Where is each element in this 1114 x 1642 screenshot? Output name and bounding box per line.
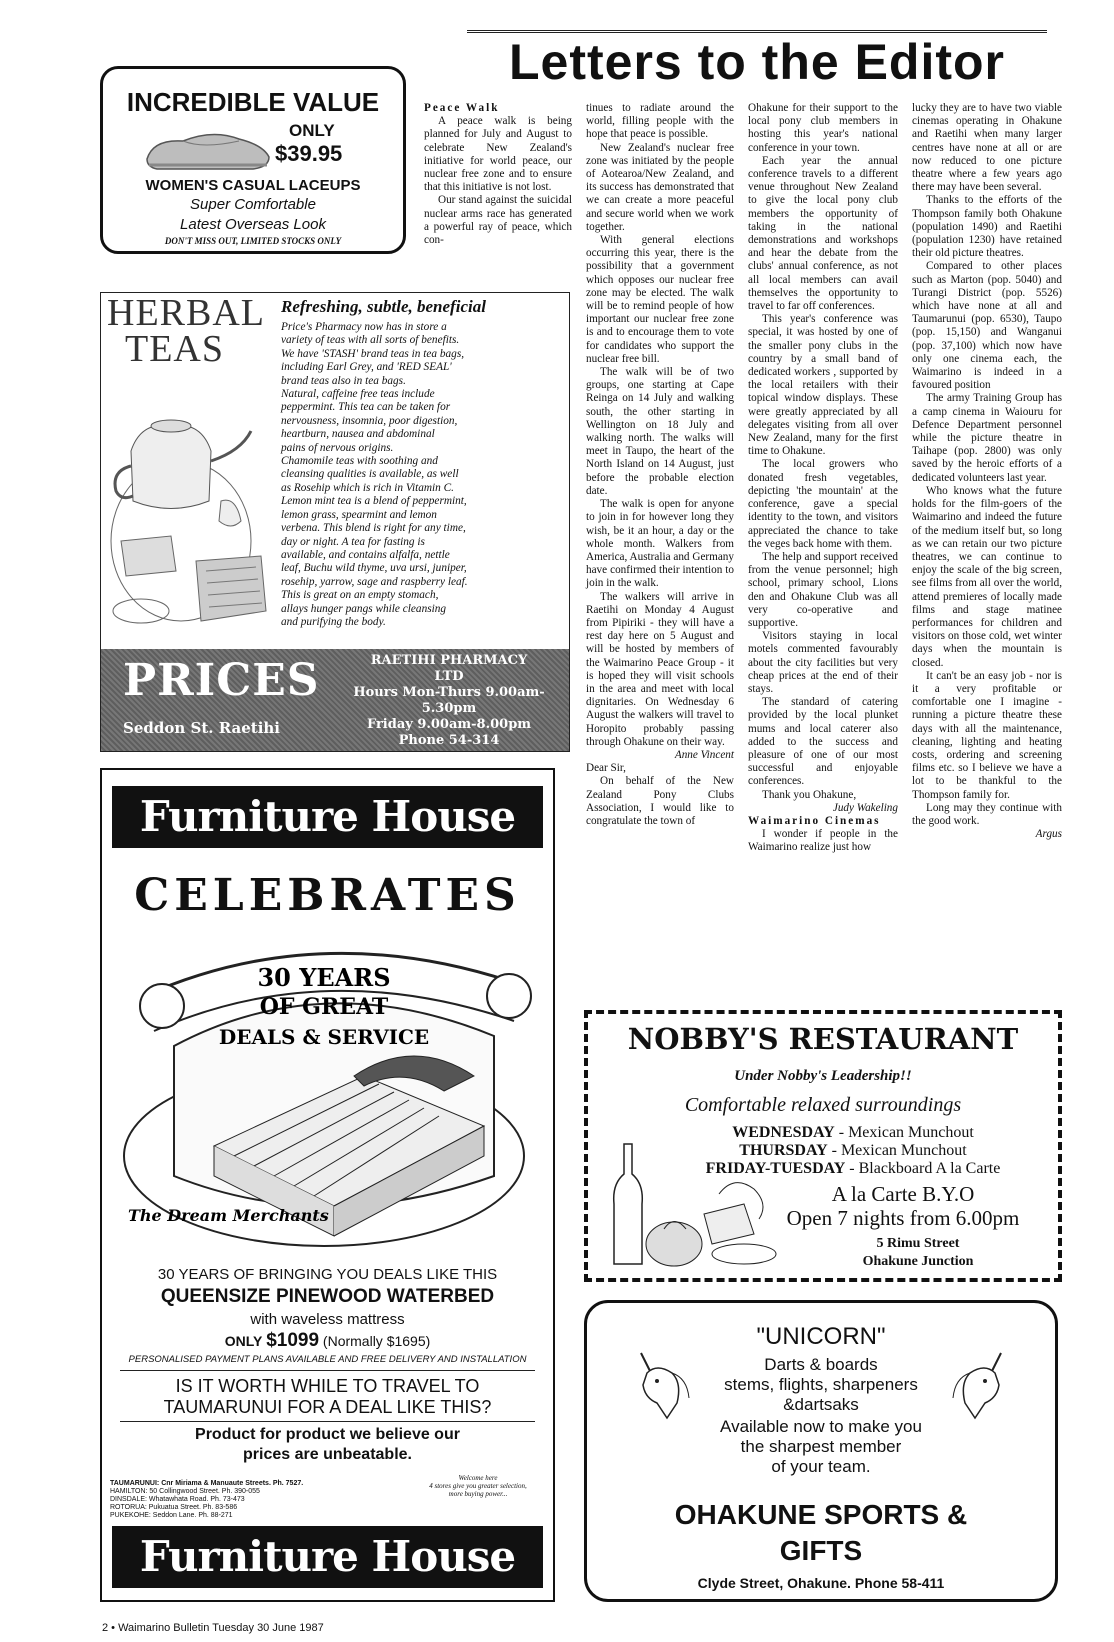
badge-text: 30 YEARS [257,963,391,992]
letter-paragraph: Each year the annual conference travels to a different venue throughout New Zealand to give the local pony club members the opportunity of taking in the national demonstrations and workshops and hear the debate from the clubs' annual conference, as not all local members can avail themselves the opportunity to travel to far off conferences. [748,154,898,313]
unicorn-title: "UNICORN" [756,1323,886,1350]
letter-paragraph: The local growers who donated fresh vegetables, depicting 'the mountain' at the conference, gave a special identity to the town, and visitors appreciated the chance to take the veges back home with them. [748,458,898,550]
letter-paragraph: It can't be an easy job - nor is it a very profitable or comfortable one I imagine - running a picture theatre these days with all the maintenance, cleaning, lighting and heating costs, ordering and screening films etc. so I believe we have a lot to be thankful to the Thompson family for. [912,669,1062,801]
letter-paragraph: Dear Sir, [586,762,626,775]
letter-column [424,102,572,247]
herbal-text-line: including Earl Grey, and 'RED SEAL' [281,361,452,374]
normal-price: (Normally $1695) [322,1333,431,1349]
herbal-teas-advertisement [100,292,570,752]
shop-address: Clyde Street, Ohakune. Phone 58-411 [697,1575,945,1591]
product-line: stems, flights, sharpeners [724,1375,918,1394]
restaurant-name: NOBBY'S RESTAURANT [627,1022,1019,1056]
restaurant-address: Ohakune Junction [862,1254,974,1269]
promo-question: IS IT WORTH WHILE TO TRAVEL TO [175,1376,480,1396]
pharmacy-name: RAETIHI PHARMACY [370,653,528,668]
letter-paragraph: Our stand against the suicidal nuclear arms race has generated a powerful ray of peace, which con- [424,194,572,247]
letter-paragraph: Thank you Ohakune, [762,788,857,801]
letter-paragraph: The standard of catering provided by the local plunket mums and local caterer also added to the success and pleasure of one of our most successful and enjoyable conferences. [748,696,898,788]
letter-column [748,102,898,855]
menu-day: THURSDAY - Mexican Munchout [739,1142,967,1159]
letter-paragraph: Long may they continue with the good work. [912,801,1062,827]
herbal-text-line: verbena. This blend is right for any time, [281,522,466,535]
letter-paragraph: Ohakune for their support to the local pony club members in hosting this year's national conference in your town. [748,102,898,154]
product-line: the sharpest member [740,1437,902,1456]
letter-paragraph: On behalf of the New Zealand Pony Clubs Association, I would like to congratulate the town of [586,775,734,827]
menu-day: WEDNESDAY - Mexican Munchout [732,1124,974,1141]
promo-claim: prices are unbeatable. [243,1446,412,1463]
letter-paragraph: I wonder if people in the Waimarino realize just how [748,828,898,854]
letter-signature: Argus [1035,828,1062,841]
herbal-heading: Refreshing, subtle, beneficial [281,297,486,316]
waterbed-price: $1099 [266,1330,320,1351]
opening-hours: 5.30pm [421,701,477,716]
herbal-text-line: This is great on an empty stomach, [281,589,439,602]
herbal-text-line: day or night. A tea for fasting is [281,535,425,548]
herbal-text-line: Price's Pharmacy now has in store a [281,321,447,333]
product-line: Available now to make you [720,1417,922,1436]
shoe-advertisement [100,66,406,254]
herbal-text-line: leaf, Buchu wild thyme, uva ursi, juniper, [281,562,467,575]
letter-column [586,102,734,828]
letter-paragraph: A peace walk is being planned for July and August to celebrate New Zealand's initiative for world peace, our nuclear free zone and to ensure that this initiative is not lost. [424,115,572,194]
promo-claim: Product for product we believe our [195,1426,460,1443]
shop-name: GIFTS [779,1535,863,1566]
letter-signature: Judy Wakeling [832,801,898,814]
page-footer: 2 • Waimarino Bulletin Tuesday 30 June 1987 [102,1622,324,1634]
stores-note: Welcome here 4 stores give you greater selection, more buying power... [418,1474,538,1498]
opening-hours: Hours Mon-Thurs 9.00am- [353,685,545,700]
opening-hours: Friday 9.00am-8.00pm [366,717,532,732]
furniture-house-advertisement [100,768,555,1602]
store-address: ROTORUA: Pukuatua Street. Ph. 83-586 [110,1504,238,1511]
badge-text: DEALS & SERVICE [218,1025,430,1049]
only-label: ONLY [224,1333,263,1349]
letter-heading: Waimarino Cinemas [748,814,881,827]
letter-paragraph: The walkers will arrive in Raetihi on Monday 4 August from Pipiriki - they will have a rest day here on 5 August and will be hosted by members of the Waimarino Peace Group - it is hoped they will visit schools in the area and meet with local dignitaries. On Wednesday 6 August the walkers will travel to Horopito probably passing through Ohakune on their way. [586,590,734,748]
herbal-text-line: Lemon mint tea is a blend of peppermint, [281,495,467,508]
product-title: QUEENSIZE PINEWOOD WATERBED [160,1286,495,1307]
promo-line: 30 YEARS OF BRINGING YOU DEALS LIKE THIS [157,1266,498,1283]
promo-question: TAUMARUNUI FOR A DEAL LIKE THIS? [163,1397,492,1417]
store-addresses [110,1480,303,1520]
herbal-title-line: HERBAL [107,292,265,334]
product-line: of your team. [771,1457,871,1476]
restaurant-address: 5 Rimu Street [876,1236,960,1251]
street-address: Seddon St. Raetihi [123,719,280,737]
menu-day: FRIDAY-TUESDAY - Blackboard A la Carte [705,1160,1001,1177]
herbal-text-line: and purifying the body. [281,615,386,628]
letter-paragraph: Visitors staying in local motels commented favourably about the city facilities but very cheap prices at the end of their stays. [748,630,898,695]
herbal-text-line: We have 'STASH' brand teas in tea bags, [281,347,465,360]
letter-paragraph: The army Training Group has a camp cinema in Waiouru for Defence Department personnel while the picture theatre in Taihape (pop. 2800) was only saved by the heroic efforts of a dedicated volunteers last year. [912,392,1062,484]
brand-banner: Furniture House [112,1526,543,1588]
brand-banner: Furniture House [112,786,543,848]
herbal-body [281,297,565,629]
herbal-title [107,292,265,370]
waterbed-illustration-icon [114,926,544,1266]
store-address: DINSDALE: Whatawhata Road. Ph. 73-473 [110,1496,245,1503]
letter-paragraph: New Zealand's nuclear free zone was initiated by the people of Aotearoa/New Zealand, and its success has demonstrated that we can create a more peaceful and secure world when we work together. [586,141,734,233]
shop-name: OHAKUNE SPORTS & [674,1499,968,1530]
product-line: Darts & boards [764,1355,878,1374]
letter-paragraph: The walk is open for anyone to join in for however long they wish, be it an hour, a day or the whole month. Walkers from America, Australia and Germany have confirmed their intention to join in the walk. [586,498,734,590]
stock-note: DON'T MISS OUT, LIMITED STOCKS ONLY [164,236,342,246]
store-address: HAMILTON: 50 Collingwood Street. Ph. 390-055 [110,1488,260,1495]
pharmacy-banner [101,649,569,751]
herbal-text-line: rosehip, yarrow, sage and raspberry leaf. [281,575,468,588]
welcome-label: Welcome here [458,1474,498,1482]
product-detail: with waveless mattress [250,1311,405,1328]
letter-heading: Peace Walk [424,102,500,114]
herbal-text-line: brand teas also in tea bags. [281,374,406,387]
ohakune-sports-advertisement [584,1300,1058,1602]
letter-paragraph: Who knows what the future holds for the film-goers of the Waimarino and indeed the future of the medium itself but, so long as we can retain our two picture theatres, we can continue to enjoy the scale of the big screen, see films from all over the world, attend premieres of locally made films and stage matinee performances for children and visitors on those cold, wet winter days when the mountain is closed. [912,484,1062,669]
letter-paragraph: tinues to radiate around the world, filling people with the hope that peace is possible. [586,102,734,141]
letter-paragraph: The walk will be of two groups, one starting at Cape Reinga on 14 July and walking south, the other starting in Wellington on 18 July and walking north. The walks will meet in Taupo, the heart of the North Island on 14 August, just before the probable election date. [586,366,734,497]
nobbys-restaurant-advertisement [584,1010,1062,1282]
badge-text: OF GREAT [259,994,389,1020]
herbal-text-line: pains of nervous origins. [281,441,394,454]
letter-paragraph: Thanks to the efforts of the Thompson family both Ohakune (population 1490) and Raetihi (population 1230) have retained their old picture theatres. [912,194,1062,260]
byo-line: A la Carte B.Y.O [831,1182,975,1206]
shoe-icon [143,119,273,177]
herbal-text-line: as Rosehip which is rich in Vitamin C. [281,481,455,494]
herbal-text-line: allays hunger pangs while cleansing [281,602,447,615]
product-name: WOMEN'S CASUAL LACEUPS [145,177,361,194]
herbal-text-line: nervousness, insomnia, poor digestion, [281,414,458,427]
tagline: Latest Overseas Look [180,216,326,233]
celebrates-heading: CELEBRATES [134,870,521,921]
letter-paragraph: This year's conference was special, it was hosted by one of the smaller pony clubs in the country by a small band of dedicated workers , supported by the local retailers with their topical window displays. These were greatly appreciated by all delegates visiting from all over New Zealand, many for the first time to Ohakune. [748,313,898,458]
herbal-text-line: Natural, caffeine free teas include [281,388,435,401]
prices-wordmark: PRICES [123,655,320,706]
teapot-illustration-icon [101,371,273,651]
pharmacy-phone: Phone 54-314 [398,733,500,748]
letter-column [912,102,1062,841]
letter-paragraph: The help and support received from the venue personnel; high school, primary school, Lions den and Ohakune Club was all very co-operative and supportive. [748,550,898,629]
herbal-text-line: lemon grass, spearmint and lemon [281,508,437,521]
letter-paragraph: With general elections occurring this year, there is the possibility that a government which opposes our nuclear free zone may be elected. The walk will be to remind people of how important our nuclear free zone is and to encourage them to vote for candidates who support the nuclear free bill. [586,234,734,365]
store-address: TAUMARUNUI: Cnr Miriama & Manuaute Streets. Ph. 7527. [110,1480,304,1487]
food-illustration-icon [594,1134,784,1272]
product-line: &dartsaks [783,1395,859,1414]
page-title: Letters to the Editor [508,34,1006,90]
herbal-text-line: Chamomile teas with soothing and [281,455,438,468]
herbal-title-line: TEAS [125,328,224,370]
restaurant-subtitle: Under Nobby's Leadership!! [734,1068,912,1084]
letter-signature: Anne Vincent [674,748,734,761]
herbal-text-line: cleansing qualities is available, as well [281,468,459,481]
tagline: Super Comfortable [190,196,316,213]
store-address: PUKEKOHE: Seddon Lane. Ph. 88-271 [110,1512,233,1519]
restaurant-tagline: Comfortable relaxed surroundings [684,1094,962,1116]
shoe-price: $39.95 [275,141,343,166]
price-line [102,1330,553,1352]
herbal-text-line: heartburn, nausea and abdominal [281,428,435,441]
opening-hours: Open 7 nights from 6.00pm [786,1206,1020,1230]
payment-note: PERSONALISED PAYMENT PLANS AVAILABLE AND FREE DELIVERY AND INSTALLATION [128,1354,527,1365]
herbal-text-line: peppermint. This tea can be taken for [281,401,451,414]
only-label: ONLY [289,121,335,140]
herbal-text [281,321,565,629]
herbal-text-line: available, and contains alfalfa, nettle [281,548,450,561]
ad-headline: INCREDIBLE VALUE [126,87,380,117]
herbal-text-line: variety of teas with all sorts of benefits. [281,334,460,347]
dream-merchants-logo: The Dream Merchants [128,1206,329,1225]
letter-paragraph: lucky they are to have two viable cinemas operating in Ohakune and Raetihi when many larger centres have none at all or are now reduced to one picture theatre where a few years ago there may have been several. [912,102,1062,194]
pharmacy-name: LTD [434,669,464,684]
letter-paragraph: Compared to other places such as Marton (pop. 5040) and Turangi District (pop. 5526) which have none at all and Taumarunui (pop. 6530), Taupo (pop. 15,150) and Wanganui (pop. 37,100) which now have only one cinema each, the Waimarino is indeed in a favoured position [912,260,1062,392]
masthead [467,30,1047,97]
